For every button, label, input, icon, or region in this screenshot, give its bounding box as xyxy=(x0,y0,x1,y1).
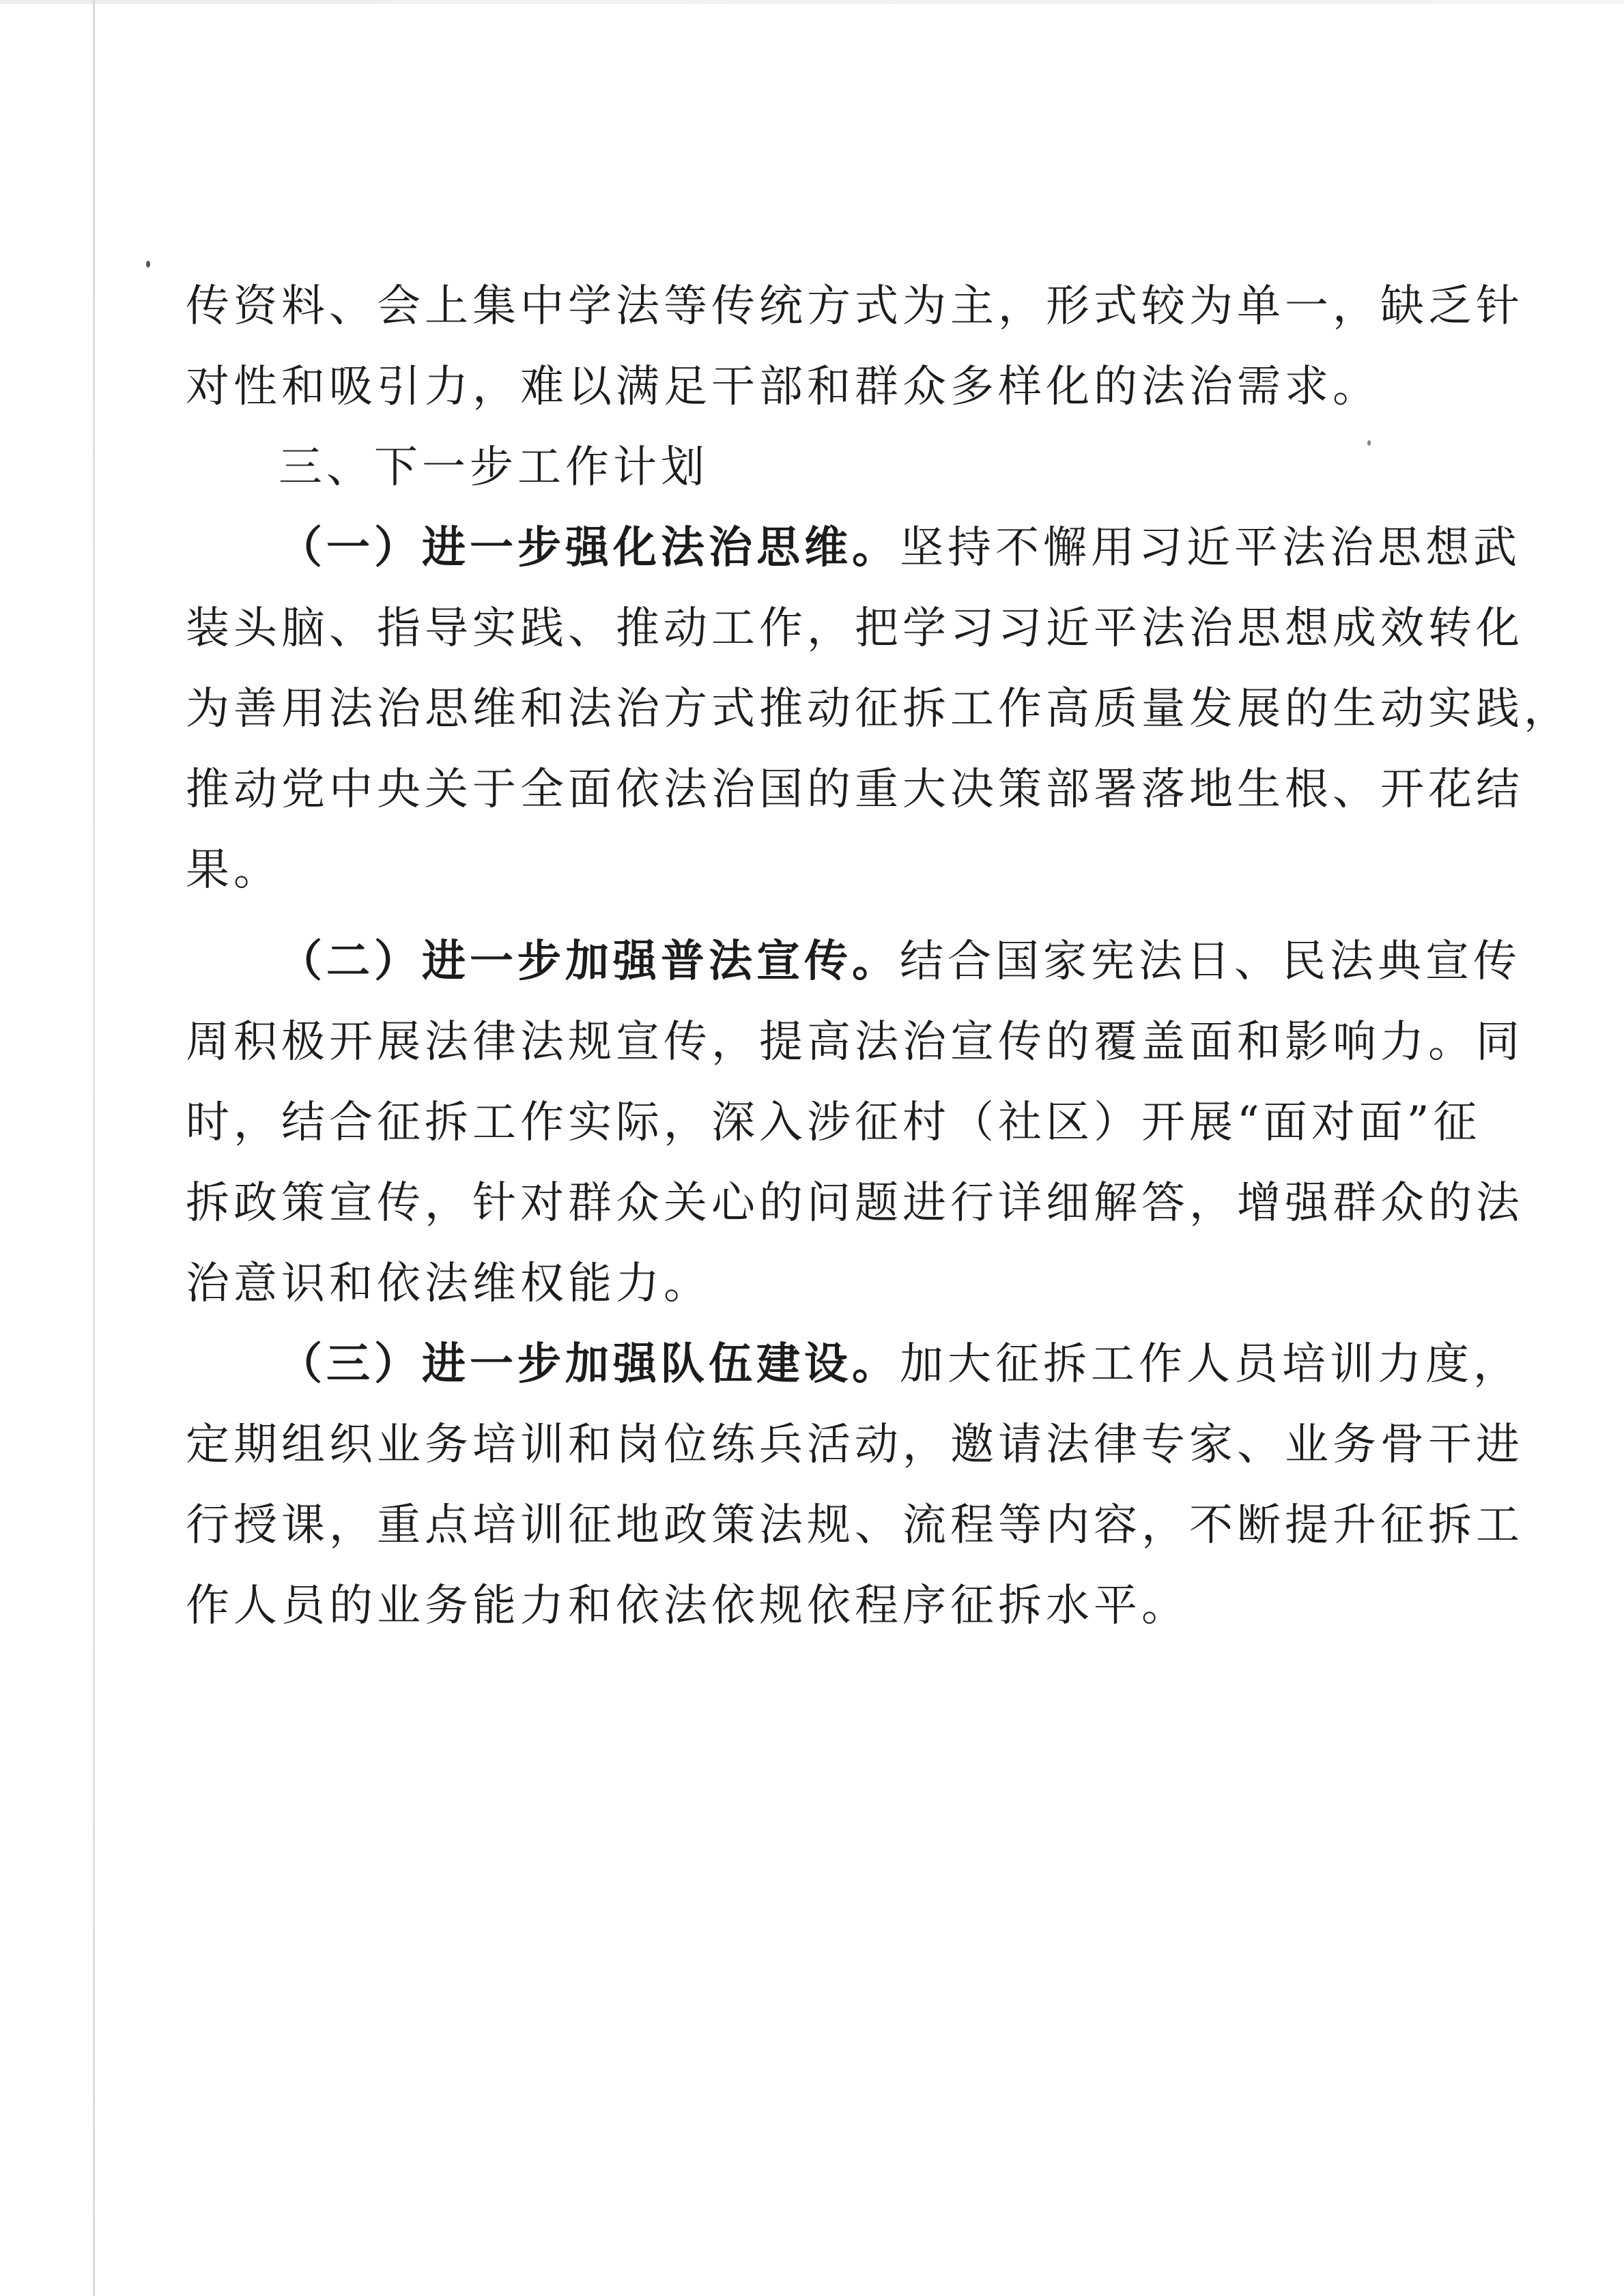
plan-item-2 xyxy=(186,921,1524,1324)
text-line: 果。 xyxy=(186,845,281,895)
item-text: 加大征拆工作人员培训力度， xyxy=(900,1339,1521,1390)
text-line: 定期组织业务培训和岗位练兵活动，邀请法律专家、业务骨干进 xyxy=(186,1420,1524,1470)
section-heading: 三、下一步工作计划 xyxy=(279,442,709,493)
text-line: 传资料、会上集中学法等传统方式为主，形式较为单一，缺乏针 xyxy=(186,281,1524,332)
text-line xyxy=(186,508,1521,588)
continuation-paragraph xyxy=(186,266,1524,427)
text-line: 作人员的业务能力和依法依规依程序征拆水平。 xyxy=(186,1581,1189,1631)
text-line: 为善用法治思维和法治方式推动征拆工作高质量发展的生动实践， xyxy=(186,684,1571,734)
item-text: 结合国家宪法日、民法典宣传 xyxy=(900,936,1521,987)
text-line xyxy=(186,921,1521,1002)
item-lead: （三）进一步加强队伍建设。 xyxy=(279,1338,900,1390)
scan-speck xyxy=(146,261,150,268)
scan-left-edge xyxy=(93,0,95,2296)
text-line: 装头脑、指导实践、推动工作，把学习习近平法治思想成效转化 xyxy=(186,603,1524,654)
item-lead: （一）进一步强化法治思维。 xyxy=(279,522,900,573)
text-line: 时，结合征拆工作实际，深入涉征村（社区）开展“面对面”征 xyxy=(186,1097,1481,1148)
scan-top-edge xyxy=(0,0,1624,4)
text-line: 治意识和依法维权能力。 xyxy=(186,1259,711,1309)
plan-item-1 xyxy=(186,508,1571,910)
plan-item-3 xyxy=(186,1324,1524,1646)
text-line: 行授课，重点培训征地政策法规、流程等内容，不断提升征拆工 xyxy=(186,1500,1524,1551)
text-line xyxy=(186,1324,1521,1405)
document-body xyxy=(186,266,1571,1646)
text-line: 推动党中央关于全面依法治国的重大决策部署落地生根、开花结 xyxy=(186,764,1524,815)
item-text: 坚持不懈用习近平法治思想武 xyxy=(900,523,1521,573)
text-line: 对性和吸引力，难以满足干部和群众多样化的法治需求。 xyxy=(186,362,1380,412)
text-line: 周积极开展法律法规宣传，提高法治宣传的覆盖面和影响力。同 xyxy=(186,1017,1524,1067)
paragraph-gap xyxy=(186,910,1435,921)
text-line: 拆政策宣传，针对群众关心的问题进行详细解答，增强群众的法 xyxy=(186,1178,1524,1229)
item-lead: （二）进一步加强普法宣传。 xyxy=(279,936,900,987)
